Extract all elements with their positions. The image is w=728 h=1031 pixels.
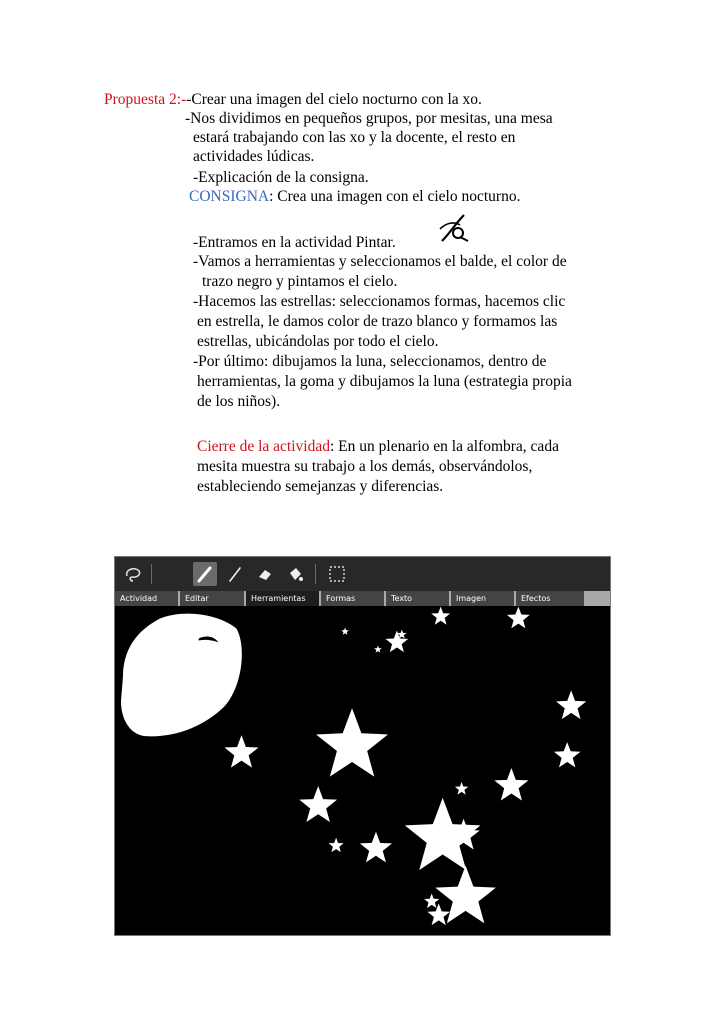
bucket-icon[interactable] [283,562,307,586]
cierre-line2: mesita muestra su trabajo a los demás, observándolos, [197,458,533,475]
cierre-line1 [197,437,559,457]
tab-herramientas[interactable]: Herramientas [246,591,319,606]
cierre-line3: estableciendo semejanzas y diferencias. [197,478,444,495]
cierre-label: Cierre de la actividad [197,438,330,455]
step4-line1: -Por último: dibujamos la luna, seleccionamos, dentro de [193,353,547,370]
tab-actividad[interactable]: Actividad [115,591,178,606]
cierre-text: : En un plenario en la alfombra, cada [329,438,559,455]
paint-brush-icon [438,213,472,243]
para1-line2: estará trabajando con las xo y la docente, el resto en [193,129,516,146]
lasso-icon[interactable] [121,562,145,586]
tab-texto[interactable]: Texto [386,591,449,606]
paint-tab-bar [115,591,610,606]
step3-line3: estrellas, ubicándolas por todo el cielo. [197,333,439,350]
para1-line1: -Nos dividimos en pequeños grupos, por mesitas, una mesa [185,110,553,127]
para2: -Explicación de la consigna. [193,169,369,186]
step1: -Entramos en la actividad Pintar. [193,234,396,251]
paint-canvas[interactable] [115,606,610,936]
proposal-text: -Crear una imagen del cielo nocturno con la xo. [186,91,482,108]
eraser-icon[interactable] [253,562,277,586]
step2-line1: -Vamos a herramientas y seleccionamos el balde, el color de [193,253,567,270]
step3-line1: -Hacemos las estrellas: seleccionamos formas, hacemos clic [193,293,566,310]
brush-icon[interactable] [193,562,217,586]
pencil-icon[interactable] [223,562,247,586]
step3-line2: en estrella, le damos color de trazo blanco y formamos las [197,313,558,330]
paint-activity-screenshot [114,556,611,936]
paint-toolbar [115,557,610,591]
consigna-label: CONSIGNA [189,188,270,205]
proposal-label: Propuesta 2: [104,91,182,108]
consigna-text: : Crea una imagen con el cielo nocturno. [269,188,521,205]
proposal-line: Propuesta 2:--Crear una imagen del cielo nocturno con la xo. [104,91,482,108]
step2-line2: trazo negro y pintamos el cielo. [202,273,398,290]
tab-efectos[interactable]: Efectos [516,591,584,606]
step4-line2: herramientas, la goma y dibujamos la luna (estrategia propia [197,373,572,390]
select-marquee-icon[interactable] [325,562,349,586]
tab-editar[interactable]: Editar [180,591,244,606]
step4-line3: de los niños). [197,393,281,410]
tab-imagen[interactable]: Imagen [451,591,514,606]
tab-formas[interactable]: Formas [321,591,384,606]
consigna-line [189,187,520,207]
para1-line3: actividades lúdicas. [193,148,315,165]
